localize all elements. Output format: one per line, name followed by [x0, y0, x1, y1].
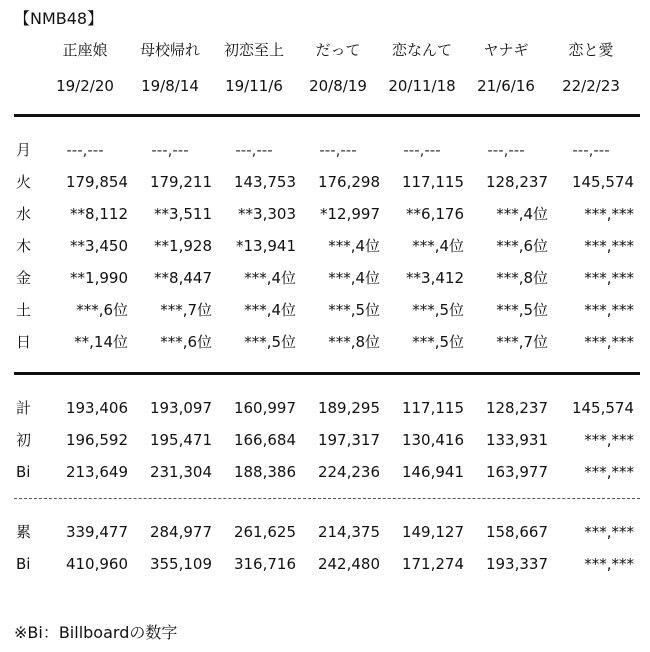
- table-cell: ***,5位: [328, 301, 380, 319]
- table-title: 【NMB48】: [14, 9, 104, 28]
- column-name: ヤナギ: [483, 41, 529, 59]
- table-row: [0, 460, 650, 484]
- table-cell: 261,625: [233, 523, 296, 541]
- table-cell: ***,***: [584, 463, 634, 481]
- table-cell: ***,6位: [160, 333, 212, 351]
- table-cell: ---,---: [487, 141, 525, 159]
- table-cell: ***,4位: [412, 237, 464, 255]
- table-cell: ***,5位: [412, 333, 464, 351]
- row-label: 水: [16, 205, 32, 223]
- column-date: 21/6/16: [477, 77, 535, 95]
- table-cell: ***,7位: [160, 301, 212, 319]
- table-cell: ***,6位: [76, 301, 128, 319]
- table-cell: ***,***: [584, 269, 634, 287]
- table-cell: ***,***: [584, 333, 634, 351]
- row-label: Bi: [16, 463, 31, 481]
- table-cell: ***,6位: [496, 237, 548, 255]
- table-cell: **8,112: [70, 205, 128, 223]
- table-row: [0, 234, 650, 258]
- table-cell: ---,---: [572, 141, 610, 159]
- table-cell: ***,***: [584, 237, 634, 255]
- table-row: [0, 552, 650, 576]
- table-cell: 176,298: [317, 173, 380, 191]
- row-label: 土: [16, 301, 32, 319]
- table-cell: ***,5位: [412, 301, 464, 319]
- row-label: 日: [16, 333, 32, 351]
- table-cell: 145,574: [571, 399, 634, 417]
- table-cell: **,14位: [74, 333, 128, 351]
- table-cell: 193,097: [149, 399, 212, 417]
- table-cell: 284,977: [149, 523, 212, 541]
- column-name: 恋なんて: [391, 41, 452, 59]
- table-cell: ***,8位: [496, 269, 548, 287]
- table-cell: *13,941: [236, 237, 296, 255]
- table-cell: 145,574: [571, 173, 634, 191]
- table-cell: 197,317: [317, 431, 380, 449]
- table-cell: 195,471: [149, 431, 212, 449]
- table-cell: ***,4位: [496, 205, 548, 223]
- table-cell: 146,941: [401, 463, 464, 481]
- table-cell: 214,375: [317, 523, 380, 541]
- table-cell: 130,416: [401, 431, 464, 449]
- table-cell: 339,477: [65, 523, 128, 541]
- table-cell: ***,4位: [328, 237, 380, 255]
- table-cell: 117,115: [401, 399, 464, 417]
- header-names-row: [0, 38, 650, 62]
- table-row: [0, 298, 650, 322]
- table-cell: 224,236: [317, 463, 380, 481]
- column-date: 20/11/18: [388, 77, 456, 95]
- table-cell: ***,***: [584, 555, 634, 573]
- table-cell: **3,303: [238, 205, 296, 223]
- table-row: [0, 330, 650, 354]
- table-cell: 189,295: [317, 399, 380, 417]
- table-cell: *12,997: [320, 205, 380, 223]
- table-cell: ---,---: [319, 141, 357, 159]
- table-cell: ***,***: [584, 523, 634, 541]
- row-label: 月: [16, 141, 32, 159]
- column-date: 19/2/20: [56, 77, 114, 95]
- table-cell: **1,928: [154, 237, 212, 255]
- table-cell: **6,176: [406, 205, 464, 223]
- table-cell: 196,592: [65, 431, 128, 449]
- table-cell: **1,990: [70, 269, 128, 287]
- table-row: [0, 138, 650, 162]
- table-cell: **3,450: [70, 237, 128, 255]
- table-cell: ---,---: [66, 141, 104, 159]
- row-label: Bi: [16, 555, 31, 573]
- table-cell: **3,511: [154, 205, 212, 223]
- column-name: 母校帰れ: [139, 41, 200, 59]
- table-cell: ---,---: [235, 141, 273, 159]
- table-cell: **3,412: [406, 269, 464, 287]
- table-cell: ***,4位: [244, 269, 296, 287]
- table-cell: 188,386: [233, 463, 296, 481]
- column-date: 19/8/14: [141, 77, 199, 95]
- column-name: 正座娘: [62, 41, 108, 59]
- table-cell: 316,716: [233, 555, 296, 573]
- row-label: 累: [16, 523, 32, 541]
- table-row: [0, 266, 650, 290]
- table-row: [0, 396, 650, 420]
- table-cell: ***,***: [584, 205, 634, 223]
- table-cell: 166,684: [233, 431, 296, 449]
- table-cell: 213,649: [65, 463, 128, 481]
- column-date: 19/11/6: [225, 77, 283, 95]
- column-date: 22/2/23: [562, 77, 620, 95]
- table-cell: 179,211: [149, 173, 212, 191]
- table-cell: 149,127: [401, 523, 464, 541]
- column-date: 20/8/19: [309, 77, 367, 95]
- table-cell: 128,237: [485, 399, 548, 417]
- table-cell: ***,***: [584, 431, 634, 449]
- column-name: だって: [315, 41, 361, 59]
- table-cell: 133,931: [485, 431, 548, 449]
- divider-thick: [14, 114, 640, 117]
- table-row: [0, 520, 650, 544]
- header-dates-row: [0, 74, 650, 98]
- table-cell: 163,977: [485, 463, 548, 481]
- table-cell: 193,406: [65, 399, 128, 417]
- table-cell: 143,753: [233, 173, 296, 191]
- table-cell: ***,5位: [244, 333, 296, 351]
- table-cell: ***,***: [584, 301, 634, 319]
- table-cell: 242,480: [317, 555, 380, 573]
- table-cell: 231,304: [149, 463, 212, 481]
- table-cell: 355,109: [149, 555, 212, 573]
- table-cell: 128,237: [485, 173, 548, 191]
- table-cell: ***,4位: [328, 269, 380, 287]
- table-cell: 193,337: [485, 555, 548, 573]
- table-cell: ***,8位: [328, 333, 380, 351]
- table-cell: ---,---: [403, 141, 441, 159]
- divider-dashed: [14, 498, 640, 499]
- row-label: 金: [16, 269, 32, 287]
- row-label: 初: [16, 431, 32, 449]
- table-cell: 117,115: [401, 173, 464, 191]
- table-row: [0, 202, 650, 226]
- table-cell: 179,854: [65, 173, 128, 191]
- table-cell: ***,5位: [496, 301, 548, 319]
- table-cell: ***,4位: [244, 301, 296, 319]
- table-cell: 158,667: [485, 523, 548, 541]
- row-label: 計: [16, 399, 32, 417]
- column-name: 初恋至上: [223, 41, 284, 59]
- table-row: [0, 170, 650, 194]
- divider-thick: [14, 372, 640, 375]
- table-cell: 171,274: [401, 555, 464, 573]
- table-cell: 160,997: [233, 399, 296, 417]
- footnote: ※Bi：Billboardの数字: [14, 623, 178, 642]
- table-cell: 410,960: [65, 555, 128, 573]
- table-cell: ---,---: [151, 141, 189, 159]
- row-label: 木: [16, 237, 32, 255]
- row-label: 火: [16, 173, 32, 191]
- table-row: [0, 428, 650, 452]
- table-cell: **8,447: [154, 269, 212, 287]
- column-name: 恋と愛: [568, 41, 614, 59]
- table-cell: ***,7位: [496, 333, 548, 351]
